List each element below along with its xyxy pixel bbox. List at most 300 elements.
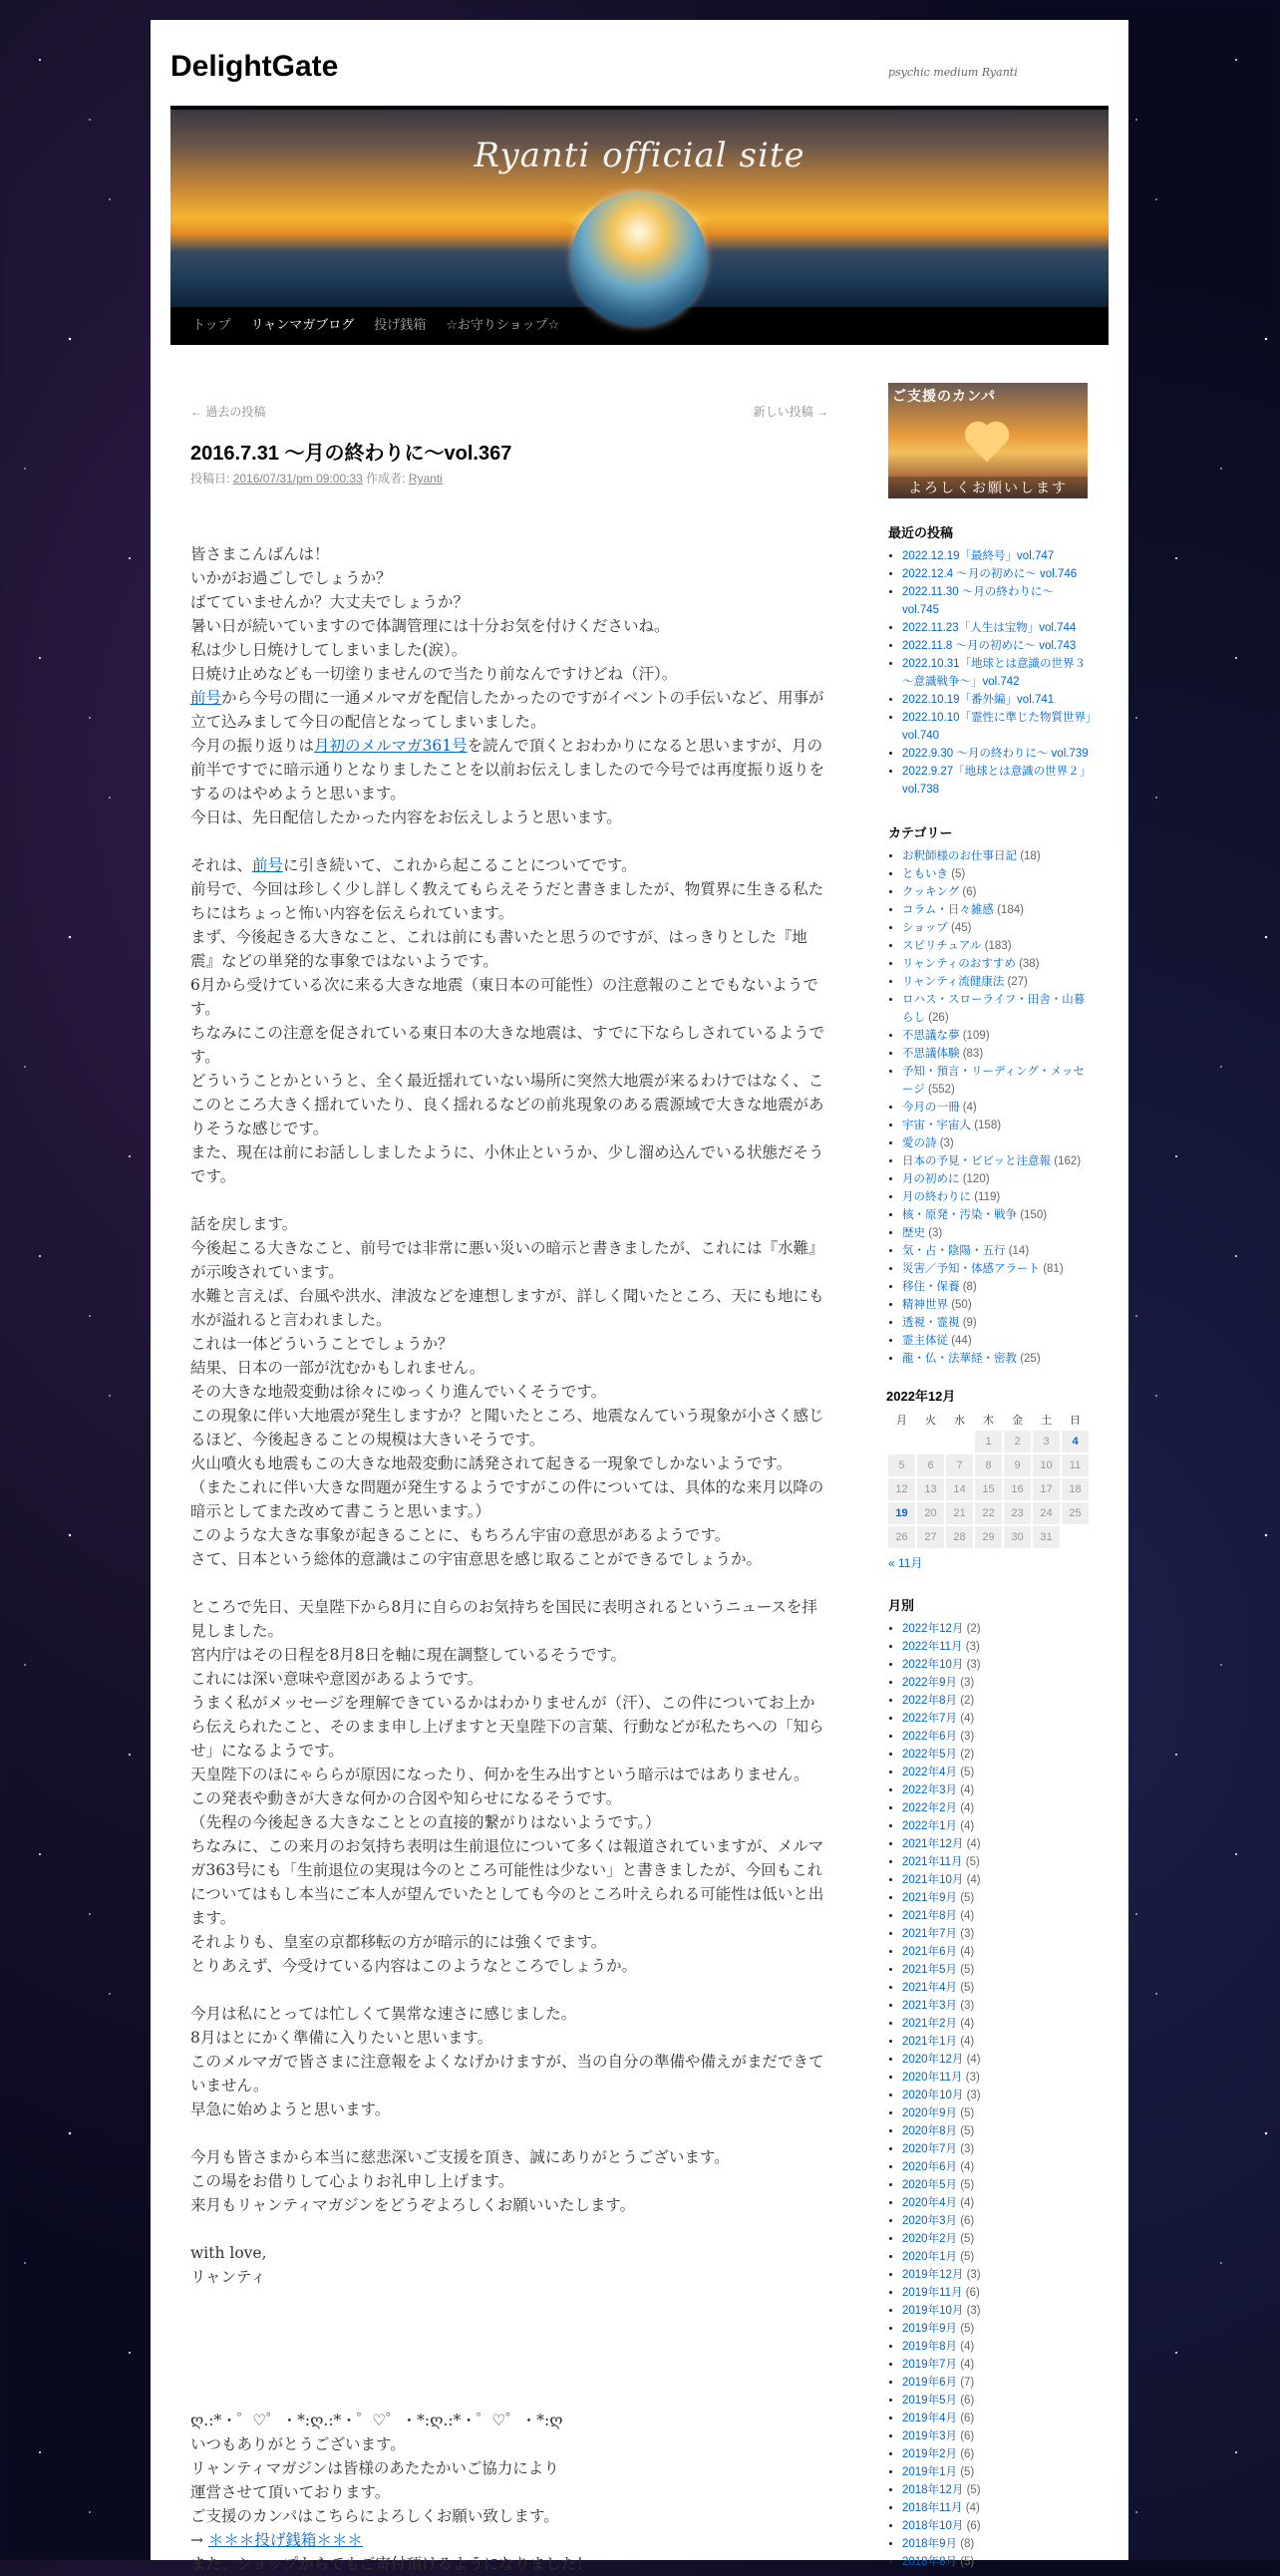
category-link[interactable]: 龍・仏・法華経・密教: [902, 1353, 1017, 1365]
calendar-empty-cell: [946, 1431, 973, 1452]
post-title: 2016.7.31 ～月の終わりに～vol.367: [190, 443, 512, 465]
archive-link[interactable]: 2022年5月: [902, 1749, 957, 1761]
post-paragraph: 宮内庁はその日程を8月8日を軸に現在調整しているそうです。: [190, 1646, 626, 1664]
archive-link[interactable]: 2020年7月: [902, 2143, 957, 2155]
category-count: (18): [1020, 850, 1041, 862]
archive-item: [902, 1889, 1093, 1907]
category-count: (8): [962, 1281, 977, 1293]
category-count: (184): [997, 904, 1024, 916]
archive-count: (2): [960, 1695, 975, 1707]
archive-count: (6): [960, 2215, 975, 2227]
archive-link[interactable]: 2022年12月: [902, 1623, 964, 1635]
archive-item: [902, 1656, 1093, 1674]
post-paragraph: 皆さまこんばんは！: [190, 545, 330, 563]
archive-count: (5): [960, 2233, 975, 2245]
archive-item: [902, 2122, 1093, 2140]
archive-count: (5): [960, 2466, 975, 2478]
archive-count: (4): [960, 2359, 975, 2371]
post-paragraph: うまく私がメッセージを理解できているかはわかりませんが（汗）、この件についてお上から伝えられたこと、そのまま申し上げますと天皇陛下の言葉、行動などが私たちへの「知らせ」になるようです。: [190, 1694, 824, 1760]
category-count: (119): [974, 1191, 1001, 1203]
category-link[interactable]: コラム・日々雑感: [902, 904, 994, 916]
category-link[interactable]: 宇宙・宇宙人: [902, 1120, 971, 1131]
recent-post-item: [902, 709, 1093, 745]
category-link[interactable]: 精神世界: [902, 1299, 948, 1311]
post-paragraph: これは一体どういうことでしょうか？: [190, 1335, 454, 1353]
archive-link[interactable]: 2022年9月: [902, 1677, 957, 1689]
category-link[interactable]: 災害／予知・体感アラート: [902, 1263, 1040, 1275]
archive-link[interactable]: 2021年3月: [902, 2000, 957, 2012]
archive-count: (6): [966, 2520, 981, 2532]
archive-link[interactable]: 2020年9月: [902, 2107, 957, 2119]
archive-item: [902, 2302, 1093, 2320]
previous-post-link[interactable]: ← 過去の投稿: [190, 405, 266, 419]
archive-item: [902, 1979, 1093, 1997]
archive-link[interactable]: 2022年10月: [902, 1659, 964, 1671]
archive-count: (5): [960, 1982, 975, 1994]
archive-link[interactable]: 2020年3月: [902, 2215, 957, 2227]
category-link[interactable]: ショップ: [902, 922, 948, 934]
archive-link[interactable]: 2021年2月: [902, 2018, 957, 2030]
category-item: [902, 1099, 1093, 1117]
calendar-day: 30: [1004, 1526, 1031, 1548]
archive-count: (6): [965, 2287, 980, 2299]
archive-link[interactable]: 2022年1月: [902, 1820, 957, 1832]
site-description: psychic medium Ryanti: [888, 66, 1018, 79]
archive-count: (4): [960, 1713, 975, 1725]
category-count: (45): [950, 922, 972, 934]
archive-item: [902, 2140, 1093, 2158]
post-paragraph: 天皇陛下のほにゃららが原因になったり、何かを生み出すという暗示はではありません。: [190, 1766, 809, 1783]
post-paragraph: ちなみに、この来月のお気持ち表明は生前退位について多くは報道されていますが、メルマガ363号にも「生前退位の実現は今のところ可能性は少ない」と書きましたが、今回もこれについてはもし本当にご本人が望んでいたとしても今のところ叶えられる可能性は低いと出ます。: [190, 1837, 824, 1927]
archive-count: (2): [960, 1749, 975, 1761]
archive-link[interactable]: 2021年5月: [902, 1964, 957, 1976]
category-item: [902, 1170, 1093, 1188]
category-link[interactable]: 予知・預言・リーディング・メッセージ: [902, 1066, 1085, 1096]
category-count: (25): [1020, 1353, 1041, 1365]
categories-title: カテゴリー: [888, 825, 953, 840]
archive-link[interactable]: 2022年7月: [902, 1713, 957, 1725]
calendar-prev-month-link[interactable]: « 11月: [888, 1556, 923, 1570]
category-link[interactable]: 日本の予見・ビビッと注意報: [902, 1155, 1052, 1167]
post-paragraph: この現象に伴い大地震が発生しますか？と聞いたところ、地震なんていう現象が小さく感じるほど、今後起きることの規模は大きいそうです。: [190, 1407, 824, 1449]
archive-count: (4): [966, 2054, 981, 2066]
archive-link[interactable]: 2021年7月: [902, 1928, 957, 1940]
archive-item: [902, 2104, 1093, 2122]
recent-post-link[interactable]: 2022.12.19「最終号」vol.747: [902, 550, 1055, 562]
category-link[interactable]: 霊主体従: [902, 1335, 948, 1347]
archive-item: [902, 2087, 1093, 2104]
archive-item: [902, 2051, 1093, 2069]
paragraph-spacer: [190, 2361, 828, 2385]
archive-item: [902, 2176, 1093, 2194]
nav-item-1[interactable]: リャンマガブログ: [250, 318, 355, 333]
category-count: (44): [951, 1335, 972, 1347]
post-paragraph: ღ.:*・゜♡゜・*:ღ.:*・゜♡゜・*:ღ.:*・゜♡゜・*:ღ: [190, 2412, 563, 2429]
recent-post-link[interactable]: 2022.10.31「地球とは意識の世界３～意識戦争～」vol.742: [902, 658, 1087, 688]
archive-link[interactable]: 2022年6月: [902, 1731, 957, 1743]
archive-count: (5): [960, 2323, 975, 2335]
archive-link[interactable]: 2021年10月: [902, 1874, 964, 1886]
archive-item: [902, 2517, 1093, 2535]
site-header: [151, 20, 1128, 106]
recent-post-item: [902, 655, 1093, 691]
category-item: [902, 883, 1093, 901]
category-item: [902, 955, 1093, 973]
recent-post-link[interactable]: 2022.11.8 ～月の初めに～ vol.743: [902, 640, 1077, 652]
archive-count: (5): [960, 1964, 975, 1976]
calendar-caption: 2022年12月: [886, 1389, 956, 1404]
post-paragraph: いかがお過ごしでしょうか？: [190, 569, 392, 587]
post-paragraph: それは、前号に引き続いて、これから起こることについてです。: [190, 856, 637, 874]
calendar-weekday: 火: [925, 1415, 936, 1427]
recent-post-link[interactable]: 2022.10.10「霊性に準じた物質世界」vol.740: [902, 712, 1092, 742]
category-count: (150): [1020, 1209, 1048, 1221]
paragraph-spacer: [190, 2121, 828, 2145]
category-link[interactable]: 透視・霊視: [902, 1317, 960, 1329]
category-count: (109): [962, 1030, 990, 1042]
calendar-weekday: 木: [983, 1415, 994, 1427]
archive-item: [902, 1692, 1093, 1710]
post-paragraph: その大きな地殻変動は徐々にゆっくり進んでいくそうです。: [190, 1383, 607, 1401]
post-inline-link[interactable]: 前号: [252, 856, 284, 874]
archive-count: (3): [960, 2143, 975, 2155]
category-link[interactable]: リャンティ流健康法: [902, 976, 1005, 988]
archive-count: (3): [965, 2072, 980, 2084]
recent-post-link[interactable]: 2022.9.27「地球とは意識の世界２」vol.738: [902, 766, 1092, 796]
archive-link[interactable]: 2020年12月: [902, 2054, 964, 2066]
category-link[interactable]: スピリチュアル: [902, 940, 982, 952]
archive-link[interactable]: 2021年12月: [902, 1838, 964, 1850]
archive-link[interactable]: 2021年6月: [902, 1946, 957, 1958]
category-link[interactable]: ともいき: [902, 868, 948, 880]
category-link[interactable]: 月の初めに: [902, 1173, 960, 1185]
archive-count: (4): [965, 2502, 980, 2514]
post-paragraph: リャンティマガジンは皆様のあたたかいご協力により: [190, 2459, 559, 2477]
archive-item: [902, 1817, 1093, 1835]
recent-post-item: [902, 619, 1093, 637]
post-paragraph: これには深い意味や意図があるようです。: [190, 1670, 483, 1688]
donation-banner[interactable]: [888, 383, 1088, 498]
archive-link[interactable]: 2018年8月: [902, 2556, 957, 2568]
post-inline-link[interactable]: 前号: [190, 689, 222, 707]
post-body: [190, 542, 828, 2576]
archive-link[interactable]: 2019年1月: [902, 2466, 957, 2478]
calendar-day: 24: [1033, 1502, 1060, 1524]
archive-count: (6): [960, 2413, 975, 2424]
post-paragraph: 私は少し日焼けしてしまいました(涙）。: [190, 641, 468, 659]
archive-link[interactable]: 2021年1月: [902, 2036, 957, 2048]
calendar-day: 6: [917, 1454, 944, 1476]
posted-label: 投稿日:: [190, 472, 230, 485]
category-count: (83): [962, 1048, 984, 1060]
category-link[interactable]: お釈師様のお仕事日記: [902, 850, 1017, 862]
post-paragraph: 今日は、先日配信したかった内容をお伝えしようと思います。: [190, 808, 622, 826]
category-item: [902, 1152, 1093, 1170]
category-count: (3): [928, 1227, 943, 1239]
recent-post-link[interactable]: 2022.11.23「人生は宝物」vol.744: [902, 622, 1077, 634]
calendar-day: 12: [888, 1478, 915, 1500]
archive-link[interactable]: 2019年9月: [902, 2323, 957, 2335]
calendar-day: 3: [1033, 1431, 1060, 1452]
archive-link[interactable]: 2022年3月: [902, 1784, 957, 1796]
archive-count: (3): [966, 2090, 981, 2101]
archive-item: [902, 1728, 1093, 1746]
recent-post-item: [902, 583, 1093, 619]
archive-item: [902, 2410, 1093, 2427]
category-item: [902, 973, 1093, 991]
archive-link[interactable]: 2019年3月: [902, 2430, 957, 2442]
calendar-day: 18: [1062, 1478, 1089, 1500]
post-paragraph: 前号から今号の間に一通メルマガを配信したかったのですがイベントの手伝いなど、用事が立て込みまして今日の配信となってしまいました。: [190, 689, 824, 731]
category-count: (6): [962, 886, 977, 898]
archive-link[interactable]: 2020年1月: [902, 2251, 957, 2263]
calendar-day: 27: [917, 1526, 944, 1548]
paragraph-spacer: [190, 2289, 828, 2313]
site-title[interactable]: DelightGate: [170, 50, 339, 83]
paragraph-spacer: [190, 2385, 828, 2409]
post-paragraph: さて、日本という総体的意識はこの宇宙意思を感じ取ることができるでしょうか。: [190, 1550, 763, 1568]
category-item: [902, 991, 1093, 1027]
category-link[interactable]: 不思議な夢: [902, 1030, 960, 1042]
archive-link[interactable]: 2020年5月: [902, 2179, 957, 2191]
post-paragraph: 今月も皆さまから本当に慈悲深いご支援を頂き、誠にありがとうございます。: [190, 2148, 730, 2166]
recent-post-link[interactable]: 2022.9.30 ～月の終わりに～ vol.739: [902, 748, 1089, 760]
category-item: [902, 937, 1093, 955]
archive-link[interactable]: 2018年11月: [902, 2502, 963, 2514]
calendar-day: 22: [975, 1502, 1002, 1524]
category-item: [902, 1242, 1093, 1260]
category-item: [902, 847, 1093, 865]
archive-link[interactable]: 2022年11月: [902, 1641, 963, 1653]
post-paragraph: まず、今後起きる大きなこと、これは前にも書いたと思うのですが、はっきりとした『地震』などの単発的な事象ではないようです。: [190, 928, 807, 970]
category-item: [902, 1314, 1093, 1332]
category-item: [902, 1296, 1093, 1314]
archive-link[interactable]: 2020年4月: [902, 2197, 957, 2209]
archive-count: (5): [960, 2125, 975, 2137]
archive-link[interactable]: 2019年12月: [902, 2269, 964, 2281]
category-link[interactable]: 不思議体験: [902, 1048, 960, 1060]
category-link[interactable]: 月の終わりに: [902, 1191, 971, 1203]
author-label: 作成者:: [366, 472, 406, 485]
category-count: (50): [951, 1299, 972, 1311]
archive-item: [902, 1781, 1093, 1799]
archive-link[interactable]: 2019年7月: [902, 2359, 957, 2371]
recent-posts-title: 最近の投稿: [888, 525, 954, 540]
category-link[interactable]: ロハス・スローライフ・田舎・山暮らし: [902, 994, 1086, 1024]
archive-link[interactable]: 2019年2月: [902, 2448, 957, 2460]
archive-link[interactable]: 2020年6月: [902, 2161, 957, 2173]
calendar-day: 28: [946, 1526, 973, 1548]
archive-link[interactable]: 2019年10月: [902, 2305, 964, 2317]
calendar-weekday: 水: [954, 1415, 965, 1427]
archive-link[interactable]: 2019年6月: [902, 2377, 957, 2389]
archive-link[interactable]: 2019年4月: [902, 2413, 957, 2424]
post-paragraph: この発表や動きが大きな何かの合図や知らせになるそうです。: [190, 1789, 622, 1807]
archive-link[interactable]: 2020年2月: [902, 2233, 957, 2245]
recent-post-link[interactable]: 2022.10.19「番外編」vol.741: [902, 694, 1055, 706]
archive-link[interactable]: 2019年11月: [902, 2287, 963, 2299]
archive-count: (5): [960, 2179, 975, 2191]
archive-count: (4): [960, 2197, 975, 2209]
archive-link[interactable]: 2022年8月: [902, 1695, 957, 1707]
archive-item: [902, 1764, 1093, 1781]
category-count: (4): [962, 1102, 977, 1114]
archive-count: (8): [960, 2538, 975, 2550]
category-count: (162): [1054, 1155, 1082, 1167]
archive-link[interactable]: 2020年8月: [902, 2125, 957, 2137]
category-item: [902, 1278, 1093, 1296]
header-banner-image: [170, 110, 1109, 307]
archive-count: (6): [960, 2448, 975, 2460]
calendar-day: 9: [1004, 1454, 1031, 1476]
archive-item: [902, 2266, 1093, 2284]
category-item: [902, 1117, 1093, 1134]
category-item: [902, 1350, 1093, 1368]
category-count: (552): [927, 1084, 955, 1096]
archive-link[interactable]: 2019年5月: [902, 2395, 957, 2407]
category-link[interactable]: 移住・保養: [902, 1281, 960, 1293]
archive-count: (5): [960, 2251, 975, 2263]
calendar-day-link[interactable]: 4: [1062, 1431, 1089, 1452]
post-inline-link[interactable]: 月初のメルマガ361号: [314, 737, 468, 755]
header-banner-wrap: [170, 106, 1109, 307]
archive-link[interactable]: 2020年11月: [902, 2072, 963, 2084]
post-paragraph: （またこれに伴い大きな問題が発生するようですがこの件については、具体的な来月以降の暗示としてまた改めて書こうと思います。）: [190, 1478, 824, 1520]
archive-count: (3): [960, 1731, 975, 1743]
post-paragraph: リャンティ: [190, 2268, 266, 2286]
post-paragraph: いつもありがとうございます。: [190, 2435, 406, 2453]
category-link[interactable]: 核・原発・汚染・戦争: [902, 1209, 1017, 1221]
category-link[interactable]: クッキング: [902, 886, 960, 898]
archive-link[interactable]: 2021年8月: [902, 1910, 957, 1922]
archive-link[interactable]: 2022年4月: [902, 1767, 957, 1778]
post-paragraph: with love,: [190, 2244, 267, 2262]
category-item: [902, 1045, 1093, 1063]
donation-banner-caption: よろしくお願いします: [888, 477, 1088, 498]
post-paragraph: 結果、日本の一部が沈むかもしれません。: [190, 1359, 485, 1377]
archive-count: (3): [966, 2269, 981, 2281]
category-item: [902, 1188, 1093, 1206]
post-paragraph: また、ショップからでもご寄付頂けるようになりました！: [190, 2555, 592, 2573]
sidebar: [888, 383, 1093, 2571]
recent-post-item: [902, 565, 1093, 583]
calendar-day: 16: [1004, 1478, 1031, 1500]
archive-item: [902, 2392, 1093, 2410]
calendar-weekday: 金: [1012, 1415, 1023, 1427]
archive-count: (5): [960, 1767, 975, 1778]
heart-hands-icon: [969, 426, 1006, 463]
category-count: (26): [928, 1012, 949, 1024]
category-item: [902, 1332, 1093, 1350]
recent-post-link[interactable]: 2022.11.30 ～月の終わりに～ vol.745: [902, 586, 1054, 616]
main-content: [190, 369, 828, 2576]
calendar-table: [886, 1386, 1091, 1550]
archive-link[interactable]: 2020年10月: [902, 2090, 964, 2101]
archive-link[interactable]: 2018年12月: [902, 2484, 964, 2496]
post-paragraph: 早急に始めようと思います。: [190, 2100, 391, 2118]
category-item: [902, 1206, 1093, 1224]
recent-post-link[interactable]: 2022.12.4 ～月の初めに～ vol.746: [902, 568, 1078, 580]
archive-count: (4): [966, 1874, 981, 1886]
archive-count: (3): [960, 1928, 975, 1940]
category-link[interactable]: 気・占・陰陽・五行: [902, 1245, 1006, 1257]
archive-link[interactable]: 2021年4月: [902, 1982, 957, 1994]
category-link[interactable]: リャンティのおすすめ: [902, 958, 1016, 970]
calendar-day: 11: [1062, 1454, 1089, 1476]
category-link[interactable]: 愛の詩: [902, 1137, 937, 1149]
archive-item: [902, 2069, 1093, 2087]
archive-count: (5): [960, 2107, 975, 2119]
post-paragraph: 暑い日が続いていますので体調管理には十分お気を付けくださいね。: [190, 617, 670, 635]
category-link[interactable]: 歴史: [902, 1227, 925, 1239]
post-paragraph: ところで先日、天皇陛下から8月に自らのお気持ちを国民に表明されるというニュースを拝見しました。: [190, 1598, 817, 1640]
post-inline-link[interactable]: ＊＊＊投げ銭箱＊＊＊: [207, 2531, 363, 2549]
archive-item: [902, 1907, 1093, 1925]
category-item: [902, 1063, 1093, 1099]
category-item: [902, 1224, 1093, 1242]
category-link[interactable]: 今月の一冊: [902, 1102, 960, 1114]
calendar-day: 7: [946, 1454, 973, 1476]
category-count: (120): [962, 1173, 990, 1185]
category-count: (14): [1008, 1245, 1030, 1257]
post-paragraph: 6月から受けている次に来る大きな地震（東日本の可能性）の注意報のことでもないようです。: [190, 976, 818, 1018]
archive-count: (4): [960, 1784, 975, 1796]
post-paragraph: 今月は私にとっては忙しくて異常な速さに感じました。: [190, 2005, 577, 2023]
nav-item-3[interactable]: ☆お守りショップ☆: [446, 318, 560, 333]
paragraph-spacer: [190, 1188, 828, 1212]
category-item: [902, 1260, 1093, 1278]
archive-item: [902, 2033, 1093, 2051]
post-date-link[interactable]: 2016/07/31/pm 09:00:33: [232, 472, 363, 485]
post-paragraph: 火山噴火も地震もこの大きな地殻変動に誘発されて起きる一現象でしかないようです。: [190, 1454, 793, 1472]
page: [151, 20, 1128, 2573]
calendar-day: 21: [946, 1502, 973, 1524]
paragraph-spacer: [190, 2217, 828, 2241]
category-count: (38): [1019, 958, 1040, 970]
nav-item-2[interactable]: 投げ銭箱: [374, 318, 427, 333]
calendar-weekday: 日: [1070, 1415, 1081, 1427]
archive-count: (3): [960, 1677, 975, 1689]
author-link[interactable]: Ryanti: [408, 472, 443, 485]
calendar-day: 13: [917, 1478, 944, 1500]
recent-post-item: [902, 637, 1093, 655]
archive-count: (4): [966, 1838, 981, 1850]
archive-item: [902, 1853, 1093, 1871]
recent-post-item: [902, 547, 1093, 565]
archive-item: [902, 2427, 1093, 2445]
calendar-day: 5: [888, 1454, 915, 1476]
post-paragraph: どういうことかというと、全く最近揺れていない場所に突然大地震が来るわけではなく、ここのところ大きく揺れていたり、良く揺れるなどの前兆現象のある震源域で大きな地震がありそうな感じです。: [190, 1072, 824, 1137]
archive-link[interactable]: 2021年11月: [902, 1856, 963, 1868]
calendar-day-link[interactable]: 19: [888, 1502, 915, 1524]
nav-item-0[interactable]: トップ: [192, 318, 231, 333]
post-paragraph: ちなみにこの注意を促されている東日本の大きな地震は、すでに下ならしされているようです。: [190, 1024, 824, 1066]
archive-link[interactable]: 2018年9月: [902, 2538, 957, 2550]
archive-count: (4): [960, 2341, 975, 2353]
category-item: [902, 901, 1093, 919]
archive-link[interactable]: 2019年8月: [902, 2341, 957, 2353]
paragraph-spacer: [190, 829, 828, 853]
archive-link[interactable]: 2022年2月: [902, 1802, 957, 1814]
archive-link[interactable]: 2021年9月: [902, 1892, 957, 1904]
archive-item: [902, 1638, 1093, 1656]
calendar-day: 25: [1062, 1502, 1089, 1524]
next-post-link[interactable]: 新しい投稿 →: [753, 405, 828, 419]
archive-link[interactable]: 2018年10月: [902, 2520, 964, 2532]
archive-count: (4): [960, 1802, 975, 1814]
archive-item: [902, 1961, 1093, 1979]
calendar-day: 8: [975, 1454, 1002, 1476]
